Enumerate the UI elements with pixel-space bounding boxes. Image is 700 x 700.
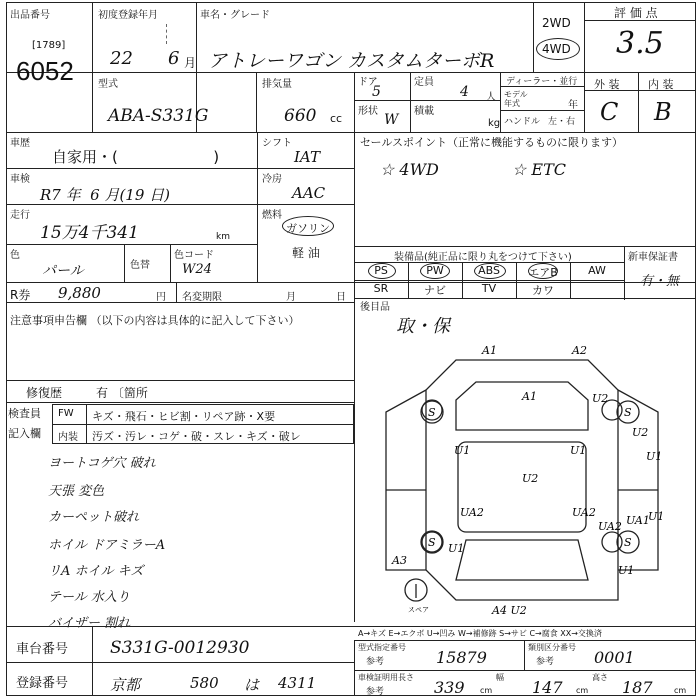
- rear-seat-label: 後目品: [360, 302, 390, 313]
- grade-label: 評 価 点: [614, 6, 658, 20]
- inspection-value: R7 年 6 月(19 日): [40, 186, 171, 204]
- divider: [410, 72, 411, 132]
- model-year-unit: 年: [568, 100, 578, 111]
- divider: [6, 302, 354, 303]
- repair-value: 有 〔箇所: [96, 386, 148, 400]
- mark-s-rear-right: S: [624, 536, 632, 549]
- warranty-label: 新車保証書: [628, 252, 678, 263]
- divider: [354, 302, 355, 622]
- equip-tv: TV: [481, 282, 497, 295]
- mark-a4-u2-rear: A4 U2: [492, 604, 527, 617]
- mark-a3: A3: [392, 554, 407, 567]
- equip-pw-circle: [420, 263, 450, 279]
- note-line-1: ヨートコゲ穴 破れ: [48, 456, 156, 471]
- divider: [6, 132, 696, 133]
- note-line-7: バイザー 割れ: [48, 616, 131, 631]
- divider: [354, 640, 355, 696]
- first-reg-month: 6: [168, 48, 180, 69]
- equip-airbag-circle: [528, 263, 558, 279]
- first-reg-label: 初度登録年月: [98, 10, 158, 21]
- exterior-label: 外 装: [594, 78, 620, 91]
- first-reg-year: 22: [110, 48, 133, 69]
- history-value: 自家用・( ): [52, 148, 220, 166]
- divider: [6, 626, 696, 627]
- mileage-value: 15万4千341: [40, 223, 139, 243]
- mark-a2-front: A2: [572, 344, 587, 357]
- color-code-label: 色コード: [174, 250, 214, 261]
- category-no-value: 0001: [594, 648, 635, 667]
- divider: [354, 670, 696, 671]
- lot-number: 6052: [16, 56, 74, 86]
- divider: [570, 262, 571, 298]
- divider: [170, 244, 171, 282]
- recycle-yen: 円: [156, 292, 166, 303]
- divider: [6, 168, 354, 169]
- equip-leather: カワ: [532, 284, 554, 297]
- divider: [257, 132, 258, 282]
- plate-number: 4311: [278, 674, 317, 692]
- mark-ua2-right: UA2: [572, 506, 596, 519]
- equip-pw: PW: [426, 264, 444, 277]
- seats-value: 4: [460, 84, 469, 100]
- fuel-label: 燃料: [262, 210, 282, 221]
- handle-label: ハンドル: [504, 117, 541, 127]
- grade-value: 3.5: [616, 26, 664, 61]
- fuel-circle: [282, 216, 334, 236]
- drive-2wd: 2WD: [542, 16, 571, 30]
- mark-u1-rear-side: U1: [618, 564, 635, 577]
- divider: [124, 244, 125, 282]
- model-label: 型式: [98, 79, 118, 90]
- divider: [408, 262, 409, 298]
- divider: [354, 246, 696, 247]
- load-label: 積載: [414, 106, 434, 117]
- load-unit: kg: [488, 118, 501, 129]
- chassis-value: S331G-0012930: [110, 638, 250, 658]
- interior-value: B: [654, 98, 672, 126]
- note-line-6: テール 水入り: [48, 590, 130, 605]
- first-reg-month-unit: 月: [184, 56, 197, 70]
- doors-label: ドア: [358, 77, 378, 88]
- mileage-label: 走行: [10, 210, 30, 221]
- cert-ref: 参考: [366, 687, 385, 697]
- fuel-diesel: 軽 油: [292, 246, 320, 260]
- mark-s-right: S: [624, 406, 632, 419]
- color-label: 色: [10, 250, 20, 261]
- displacement-unit: cc: [330, 112, 343, 125]
- repair-label: 修復歴: [26, 386, 63, 400]
- mark-u2-roof: U2: [522, 472, 539, 485]
- exterior-value: C: [600, 98, 619, 126]
- mark-u1-rear-right: U1: [648, 510, 665, 523]
- divider: [584, 20, 696, 21]
- mark-u1-right-front: U1: [570, 444, 587, 457]
- divider: [354, 640, 696, 641]
- plate-label: 登録番号: [16, 676, 69, 691]
- divider: [516, 262, 517, 298]
- width-label: 幅: [496, 673, 504, 682]
- mark-u1-right-side: U1: [646, 450, 663, 463]
- width-value: 147: [532, 678, 563, 697]
- equip-abs: ABS: [478, 264, 500, 277]
- equip-aw: AW: [588, 264, 606, 277]
- color-code-value: W24: [182, 262, 212, 277]
- divider: [354, 100, 500, 101]
- fuel-value: ガソリン: [286, 222, 330, 235]
- name-label: 車名・グレード: [200, 10, 270, 21]
- equip-ps: PS: [374, 264, 388, 277]
- divider: [176, 282, 177, 302]
- seats-label: 定員: [414, 77, 434, 88]
- equip-airbag: エアB: [528, 266, 558, 279]
- notes-label: 注意事項申告欄 （以下の内容は具体的に記入して下さい）: [10, 314, 300, 327]
- name-grade-value: アトレーワゴン カスタムターボR: [208, 50, 495, 72]
- divider: [6, 402, 354, 403]
- sales-label: セールスポイント（正常に機能するものに限ります）: [360, 136, 624, 149]
- color-change-label: 色替: [130, 260, 150, 271]
- divider: [638, 72, 639, 132]
- interior-label: 内 装: [648, 78, 674, 91]
- divider: [6, 380, 354, 381]
- note-line-2: 天張 変色: [48, 484, 105, 499]
- divider: [6, 282, 696, 283]
- shift-value: IAT: [294, 148, 320, 166]
- mark-u2-top-right: U2: [632, 426, 649, 439]
- name-change-label: 名変期限: [182, 292, 222, 303]
- mark-u1-rear-left: U1: [448, 542, 465, 555]
- sales-point-2: ☆ ETC: [512, 160, 567, 179]
- shape-value: W: [384, 112, 399, 128]
- aircon-value: AAC: [292, 184, 326, 202]
- mark-ua2-left: UA2: [460, 506, 484, 519]
- displacement-value: 660: [284, 106, 317, 126]
- note-line-5: リA ホイル キズ: [48, 564, 144, 579]
- equip-ps-circle: [368, 263, 396, 279]
- mark-ua1-rear: UA1: [626, 514, 650, 527]
- recycle-label: R券: [10, 288, 31, 302]
- divider: [354, 72, 355, 132]
- handle-options: 左・右: [548, 117, 576, 127]
- divider: [500, 86, 584, 87]
- divider: [86, 404, 87, 444]
- divider: [166, 24, 167, 44]
- divider: [354, 132, 355, 302]
- divider: [92, 626, 93, 696]
- height-value: 187: [622, 678, 653, 697]
- height-unit: cm: [674, 686, 687, 695]
- plate-area: 京都: [110, 676, 141, 694]
- divider: [52, 424, 354, 425]
- length-value: 339: [434, 678, 465, 697]
- shape-label: 形状: [358, 106, 378, 117]
- mark-a1-front: A1: [482, 344, 497, 357]
- displacement-label: 排気量: [262, 79, 292, 90]
- mark-s-rear-left: S: [428, 536, 436, 549]
- car-damage-diagram: [356, 330, 694, 622]
- inspector-label: 検査員記入欄: [8, 407, 41, 440]
- interior-row-label: 内装: [58, 432, 78, 443]
- divider: [92, 2, 93, 132]
- drive-4wd: 4WD: [542, 42, 571, 56]
- model-year-label: モデル年式: [504, 90, 528, 108]
- lot-label: 出品番号: [10, 10, 50, 21]
- damage-legend: A→キズ E→エクボ U→凹み W→補修跡 S→サビ C→腐食 XX→交換済: [358, 629, 602, 638]
- model-no-label: 型式指定番号: [358, 643, 406, 652]
- history-label: 車歴: [10, 138, 30, 149]
- divider: [500, 110, 584, 111]
- divider: [354, 298, 696, 299]
- shift-label: シフト: [262, 138, 292, 149]
- mileage-unit: km: [216, 232, 230, 242]
- dealer-label: ディーラー・並行: [506, 77, 578, 87]
- width-unit: cm: [576, 686, 589, 695]
- category-no-ref: 参考: [536, 657, 555, 667]
- equip-abs-circle: [474, 263, 506, 279]
- mark-a1-hood: A1: [522, 390, 537, 403]
- interior-legend: 汚ズ・汚レ・コゲ・破・スレ・キズ・破レ: [92, 430, 301, 443]
- divider: [6, 244, 257, 245]
- name-change-month: 月: [286, 292, 296, 303]
- length-unit: cm: [480, 686, 493, 695]
- cert-label: 車検証明用: [358, 673, 398, 682]
- mark-u1-left-front: U1: [454, 444, 471, 457]
- seats-unit: 人: [486, 92, 496, 103]
- divider: [624, 246, 625, 300]
- divider: [6, 662, 354, 663]
- length-label: 長さ: [398, 673, 414, 682]
- divider: [462, 262, 463, 298]
- divider: [354, 280, 624, 281]
- divider: [256, 72, 257, 132]
- sales-point-1: ☆ 4WD: [380, 160, 439, 179]
- divider: [524, 640, 525, 670]
- model-no-value: 15879: [436, 648, 487, 667]
- chassis-label: 車台番号: [16, 642, 69, 657]
- spare-label: スペア: [408, 606, 429, 614]
- equip-sr: SR: [373, 282, 389, 295]
- fw-label: FW: [58, 408, 74, 419]
- divider: [533, 2, 534, 72]
- mark-s-left: S: [428, 406, 436, 419]
- inspection-label: 車検: [10, 174, 30, 185]
- lot-sub: [1789]: [32, 40, 66, 51]
- plate-class: 580: [190, 674, 219, 692]
- warranty-value: 有・無: [640, 274, 680, 289]
- rear-seat-value: 取・保: [396, 316, 450, 337]
- doors-value: 5: [372, 84, 381, 100]
- aircon-label: 冷房: [262, 174, 282, 185]
- mark-u2-hood: U2: [592, 392, 609, 405]
- plate-kana: は: [244, 676, 260, 694]
- note-line-3: カーペット破れ: [48, 510, 140, 525]
- model-no-ref: 参考: [366, 657, 385, 667]
- equip-label: 装備品(純正品に限り丸をつけて下さい): [394, 252, 572, 263]
- height-label: 高さ: [592, 673, 608, 682]
- mark-ua2-rear-right: UA2: [598, 520, 622, 533]
- equip-navi: ナビ: [424, 284, 446, 297]
- recycle-value: 9,880: [58, 284, 101, 302]
- category-no-label: 類別区分番号: [528, 643, 576, 652]
- drive-4wd-circle: [536, 38, 580, 60]
- divider: [500, 72, 501, 132]
- name-change-day: 日: [336, 292, 346, 303]
- divider: [584, 2, 585, 132]
- color-value: パール: [42, 263, 84, 279]
- model-value: ABA-S331G: [108, 106, 209, 126]
- note-line-4: ホイル ドアミラーA: [48, 538, 166, 553]
- fw-legend: キズ・飛石・ヒビ割・リペア跡・X要: [92, 410, 276, 423]
